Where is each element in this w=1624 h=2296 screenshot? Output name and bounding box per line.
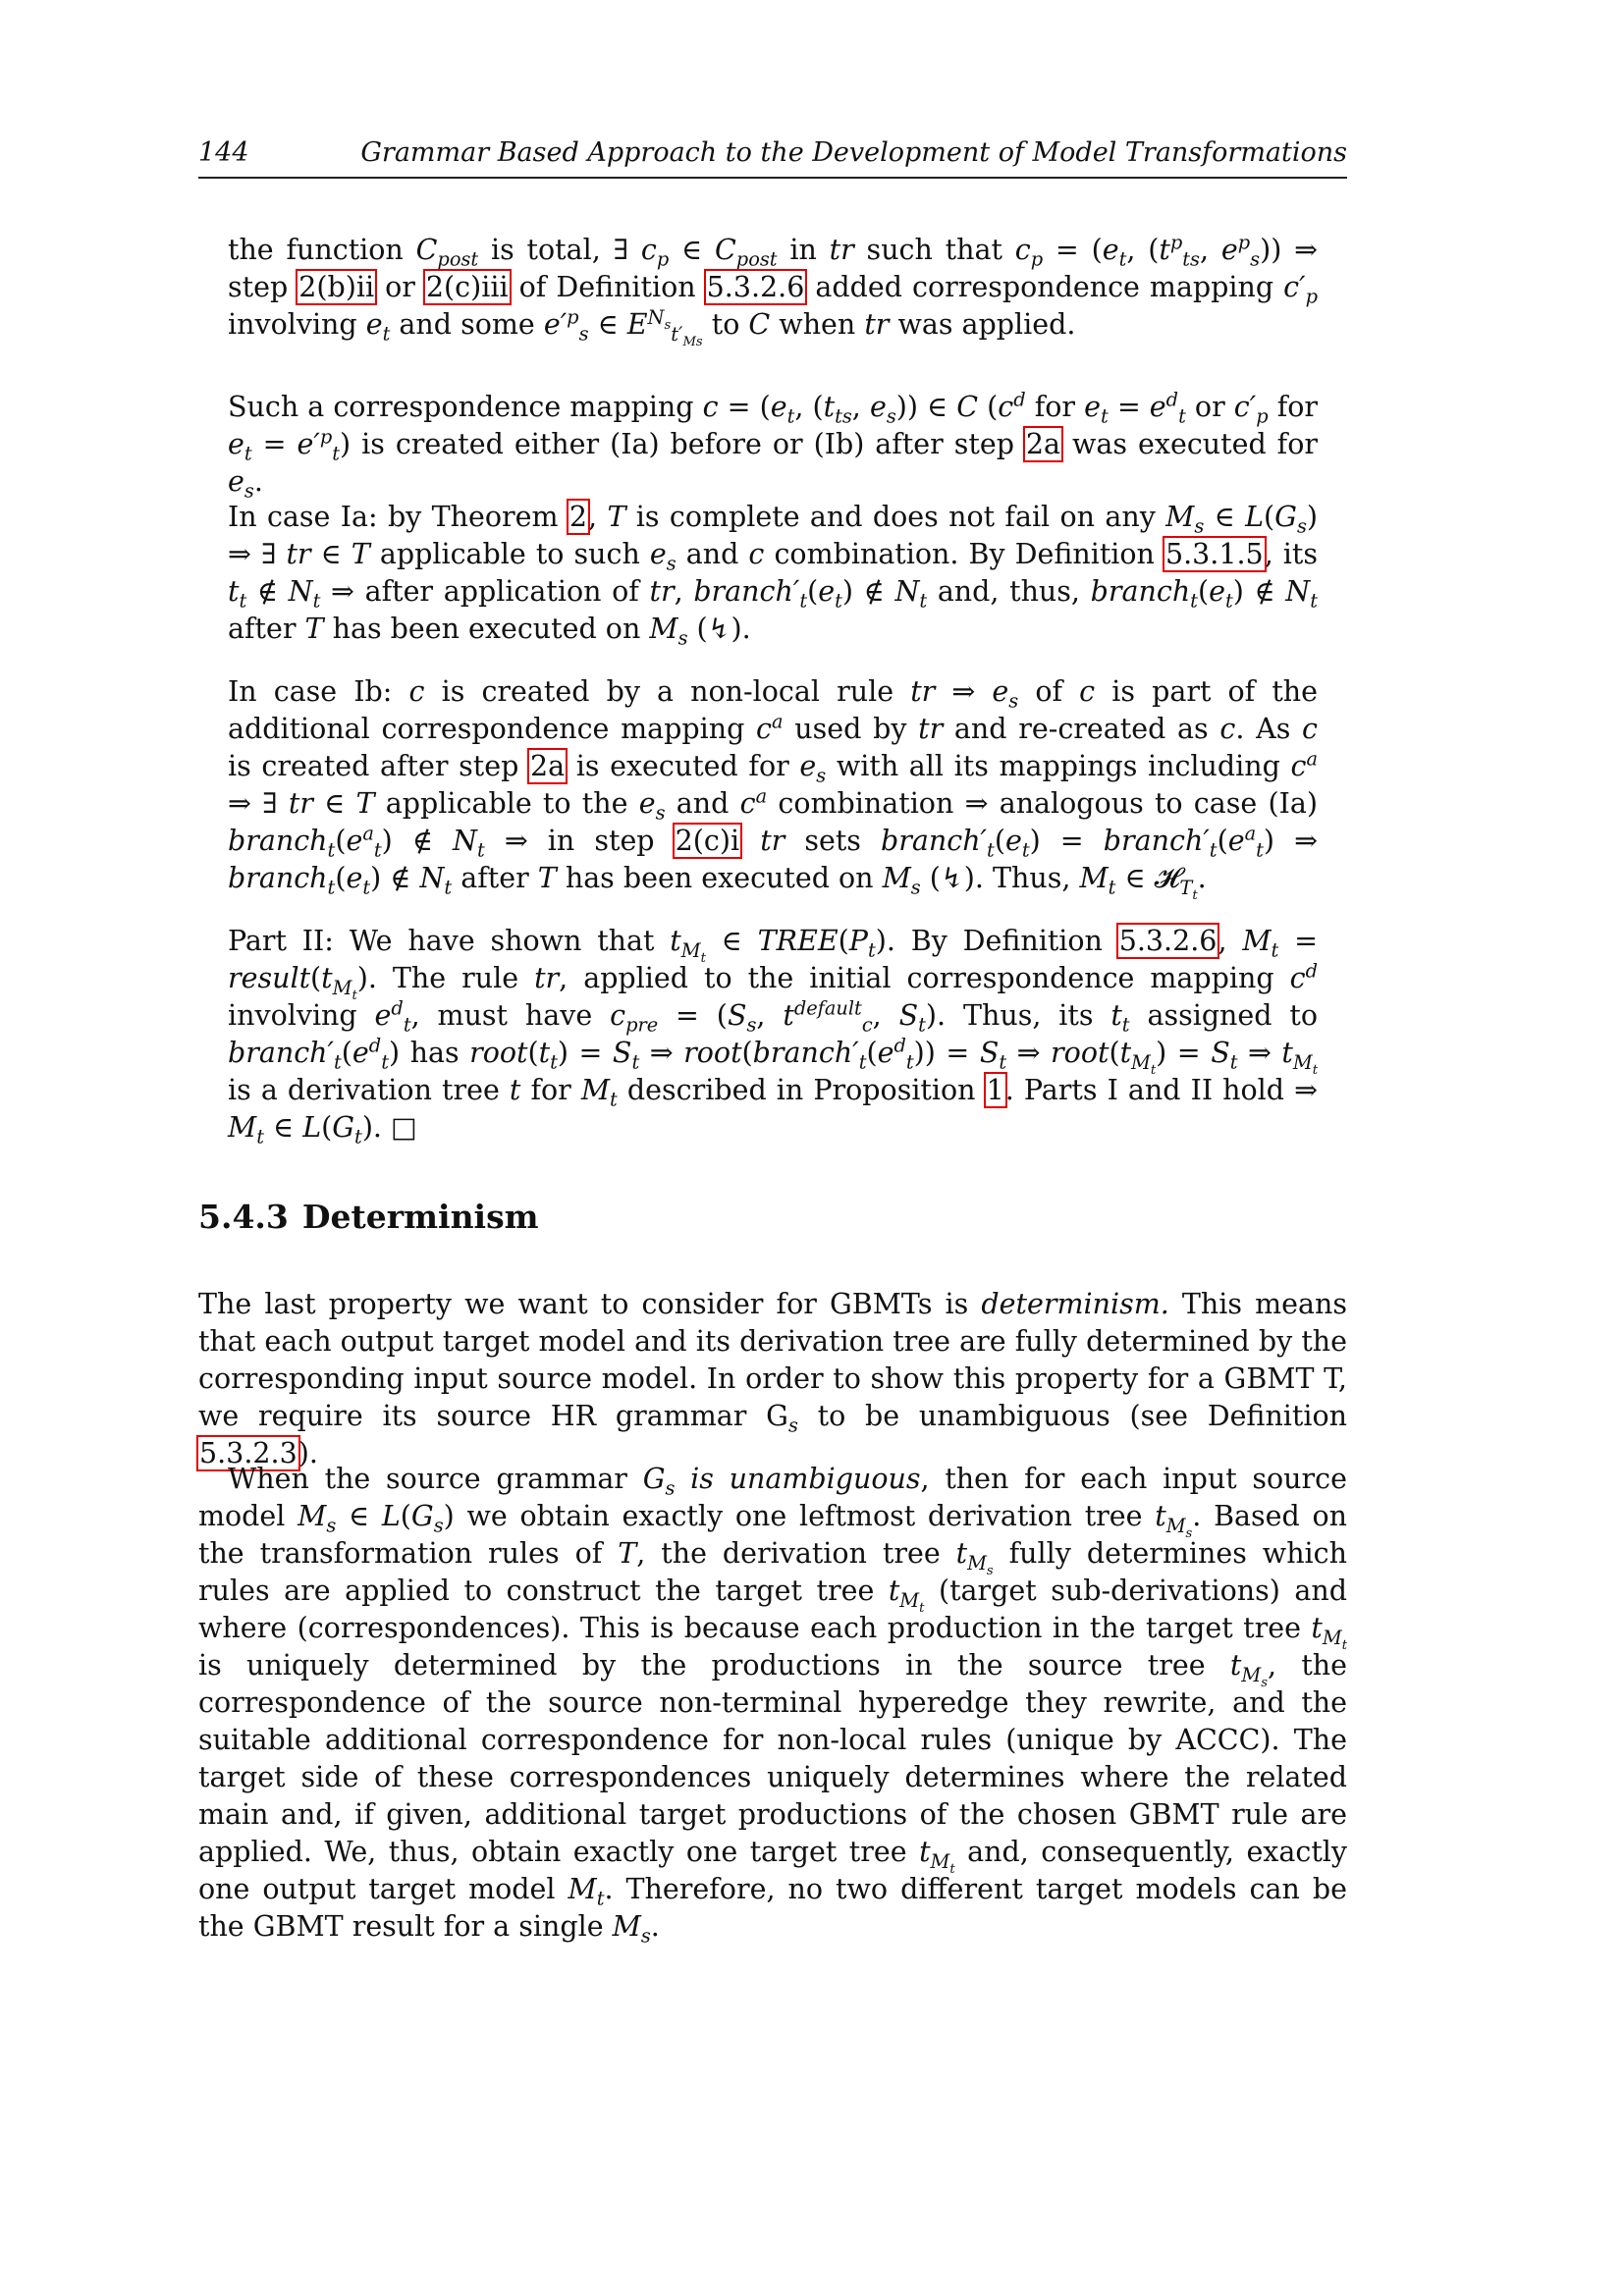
ref-step-2a-second[interactable]: 2a: [529, 750, 566, 782]
section-heading: [198, 1198, 539, 1236]
intro-text-rest: This means that each output target model and its derivation tree are fully determined by the corresponding input source model. In order to show this property for a GBMT T, we require its source HR grammar G: [198, 1288, 1347, 1432]
proof-paragraph-3: In case Ia: by Theorem 2, T is complete and does not fail on any $M_s$ ∈ $L(G_s)$ ⇒ ∃ tr ∈ T applicable to such $e_s$ and c combination. By Definition 5.3.1.5, its $t_t$ ∉ $N_t$ ⇒ after application of tr, $branch'_t(e_t)$ ∉ $N_t$ and, thus, $branch_t(e_t)$ ∉ $N_t$ after T has been executed on $M_s$ (↯).: [228, 501, 1319, 650]
proof-paragraph-4: In case Ib: c is created by a non-local rule tr ⇒ $e_s$ of c is part of the additional correspondence mapping $c^a$ used by tr and re-created as c. As c is created after step 2a is executed for $e_s$ with all its mappings including $c^a$ ⇒ ∃ tr ∈ T applicable to the $e_s$ and $c^a$ combination ⇒ analogous to case (Ia) $branch_t(e^a_t)$ ∉ $N_t$ ⇒ in step 2(c)i tr sets $branch'_t(e_t)$ = $branch'_t(e^a_t)$ ⇒ $branch_t(e_t)$ ∉ $N_t$ after T has been executed on $M_s$ (↯). Thus, $M_t$ ∈ 𝓗$_{T_t}$.: [228, 675, 1319, 903]
body-paragraph-determinism-argument: When the source grammar $G_s$ is unambiguous, then for each input source model $M_s$ ∈ $L(G_s)$ we obtain exactly one leftmost derivation tree $t_{M_s}$. Based on the transformation rules of T, the derivation tree $t_{M_s}$ fully determines which rules are applied to construct the target tree $t_{M_t}$ (target sub-derivations) and where (correspondences). This is because each production in the target tree $t_{M_t}$ is uniquely determined by the productions in the source tree $t_{M_s}$, the correspondence of the source non-terminal hyperedge they rewrite, and the suitable additional correspondence for non-local rules (unique by ACCC). The target side of these correspondences uniquely determines where the related main and, if given, additional target productions of the chosen GBMT rule are applied. We, thus, obtain exactly one target tree $t_{M_t}$ and, consequently, exactly one output target model $M_t$. Therefore, no two different target models can be the GBMT result for a single $M_s$.: [198, 1463, 1348, 1948]
ref-step-2ciii[interactable]: 2(c)iii: [425, 271, 509, 303]
ref-definition-5326-second[interactable]: 5.3.2.6: [1118, 925, 1218, 957]
ref-definition-5315[interactable]: 5.3.1.5: [1164, 538, 1264, 570]
section-number: 5.4.3: [198, 1198, 289, 1236]
ref-step-2a[interactable]: 2a: [1025, 428, 1061, 460]
ref-definition-5326[interactable]: 5.3.2.6: [706, 271, 805, 303]
intro-text-end: to be unambiguous (see Definition: [797, 1400, 1347, 1432]
page-number: 144: [198, 137, 249, 168]
ref-theorem-2[interactable]: 2: [568, 501, 588, 533]
body-paragraph-determinism-intro: The last property we want to consider for GBMTs is determinism. This means that each output target model and its derivation tree are fully determined by the corresponding input source model. In order to show this property for a GBMT T, we require its source HR grammar $G_s$ to be unambiguous (see Definition 5.3.2.3).: [198, 1288, 1347, 1469]
section-title: Determinism: [301, 1198, 539, 1236]
ref-proposition-1[interactable]: 1: [986, 1074, 1004, 1106]
proof-paragraph-5: Part II: We have shown that $t_{M_t}$ ∈ $TREE(P_t)$. By Definition 5.3.2.6, $M_t$ = $result(t_{M_t})$. The rule tr, applied to the initial correspondence mapping $c^d$ involving $e^d_t$, must have $c_{pre} = (S_s$, $t^{default}_c$, $S_t$). Thus, its $t_t$ assigned to $branch'_t(e^d_t)$ has $root(t_t) = S_t$ ⇒ $root(branch'_t(e^d_t)) = S_t$ ⇒ $root(t_{M_t}) = S_t$ ⇒ $t_{M_t}$ is a derivation tree t for $M_t$ described in Proposition 1. Parts I and II hold ⇒ $M_t$ ∈ $L(G_t)$. □: [228, 925, 1319, 1148]
proof-paragraph-1: the function $C_{post}$ is total, ∃ $c_p$ ∈ $C_{post}$ in tr such that $c_p = (e_t$, ($t^p_{ts}$, $e^p_s$)) ⇒ step 2(b)ii or 2(c)iii of Definition 5.3.2.6 added correspondence mapping $c'_p$ involving $e_t$ and some $e'^p_s$ ∈ $E^{N_s}_{t'_{Ms}}$ to C when tr was applied.: [228, 231, 1319, 349]
proof-paragraph-2: Such a correspondence mapping $c = (e_t$, ($t_{ts}$, $e_s$)) ∈ C ($c^d$ for $e_t = e^d_t$ or $c'_p$ for $e_t = e'^p_t$) is created either (Ia) before or (Ib) after step 2a was executed for $e_s$.: [228, 388, 1319, 503]
running-title: Grammar Based Approach to the Development of Model Transformations: [360, 137, 1347, 168]
ref-step-2bii[interactable]: 2(b)ii: [298, 271, 375, 303]
running-header: [198, 133, 1347, 179]
emphasis-determinism: determinism.: [981, 1288, 1169, 1320]
intro-text: The last property we want to consider for GBMTs is: [198, 1288, 982, 1320]
ref-step-2ci[interactable]: 2(c)i: [675, 825, 740, 857]
ref-definition-5323[interactable]: 5.3.2.3: [199, 1437, 298, 1469]
